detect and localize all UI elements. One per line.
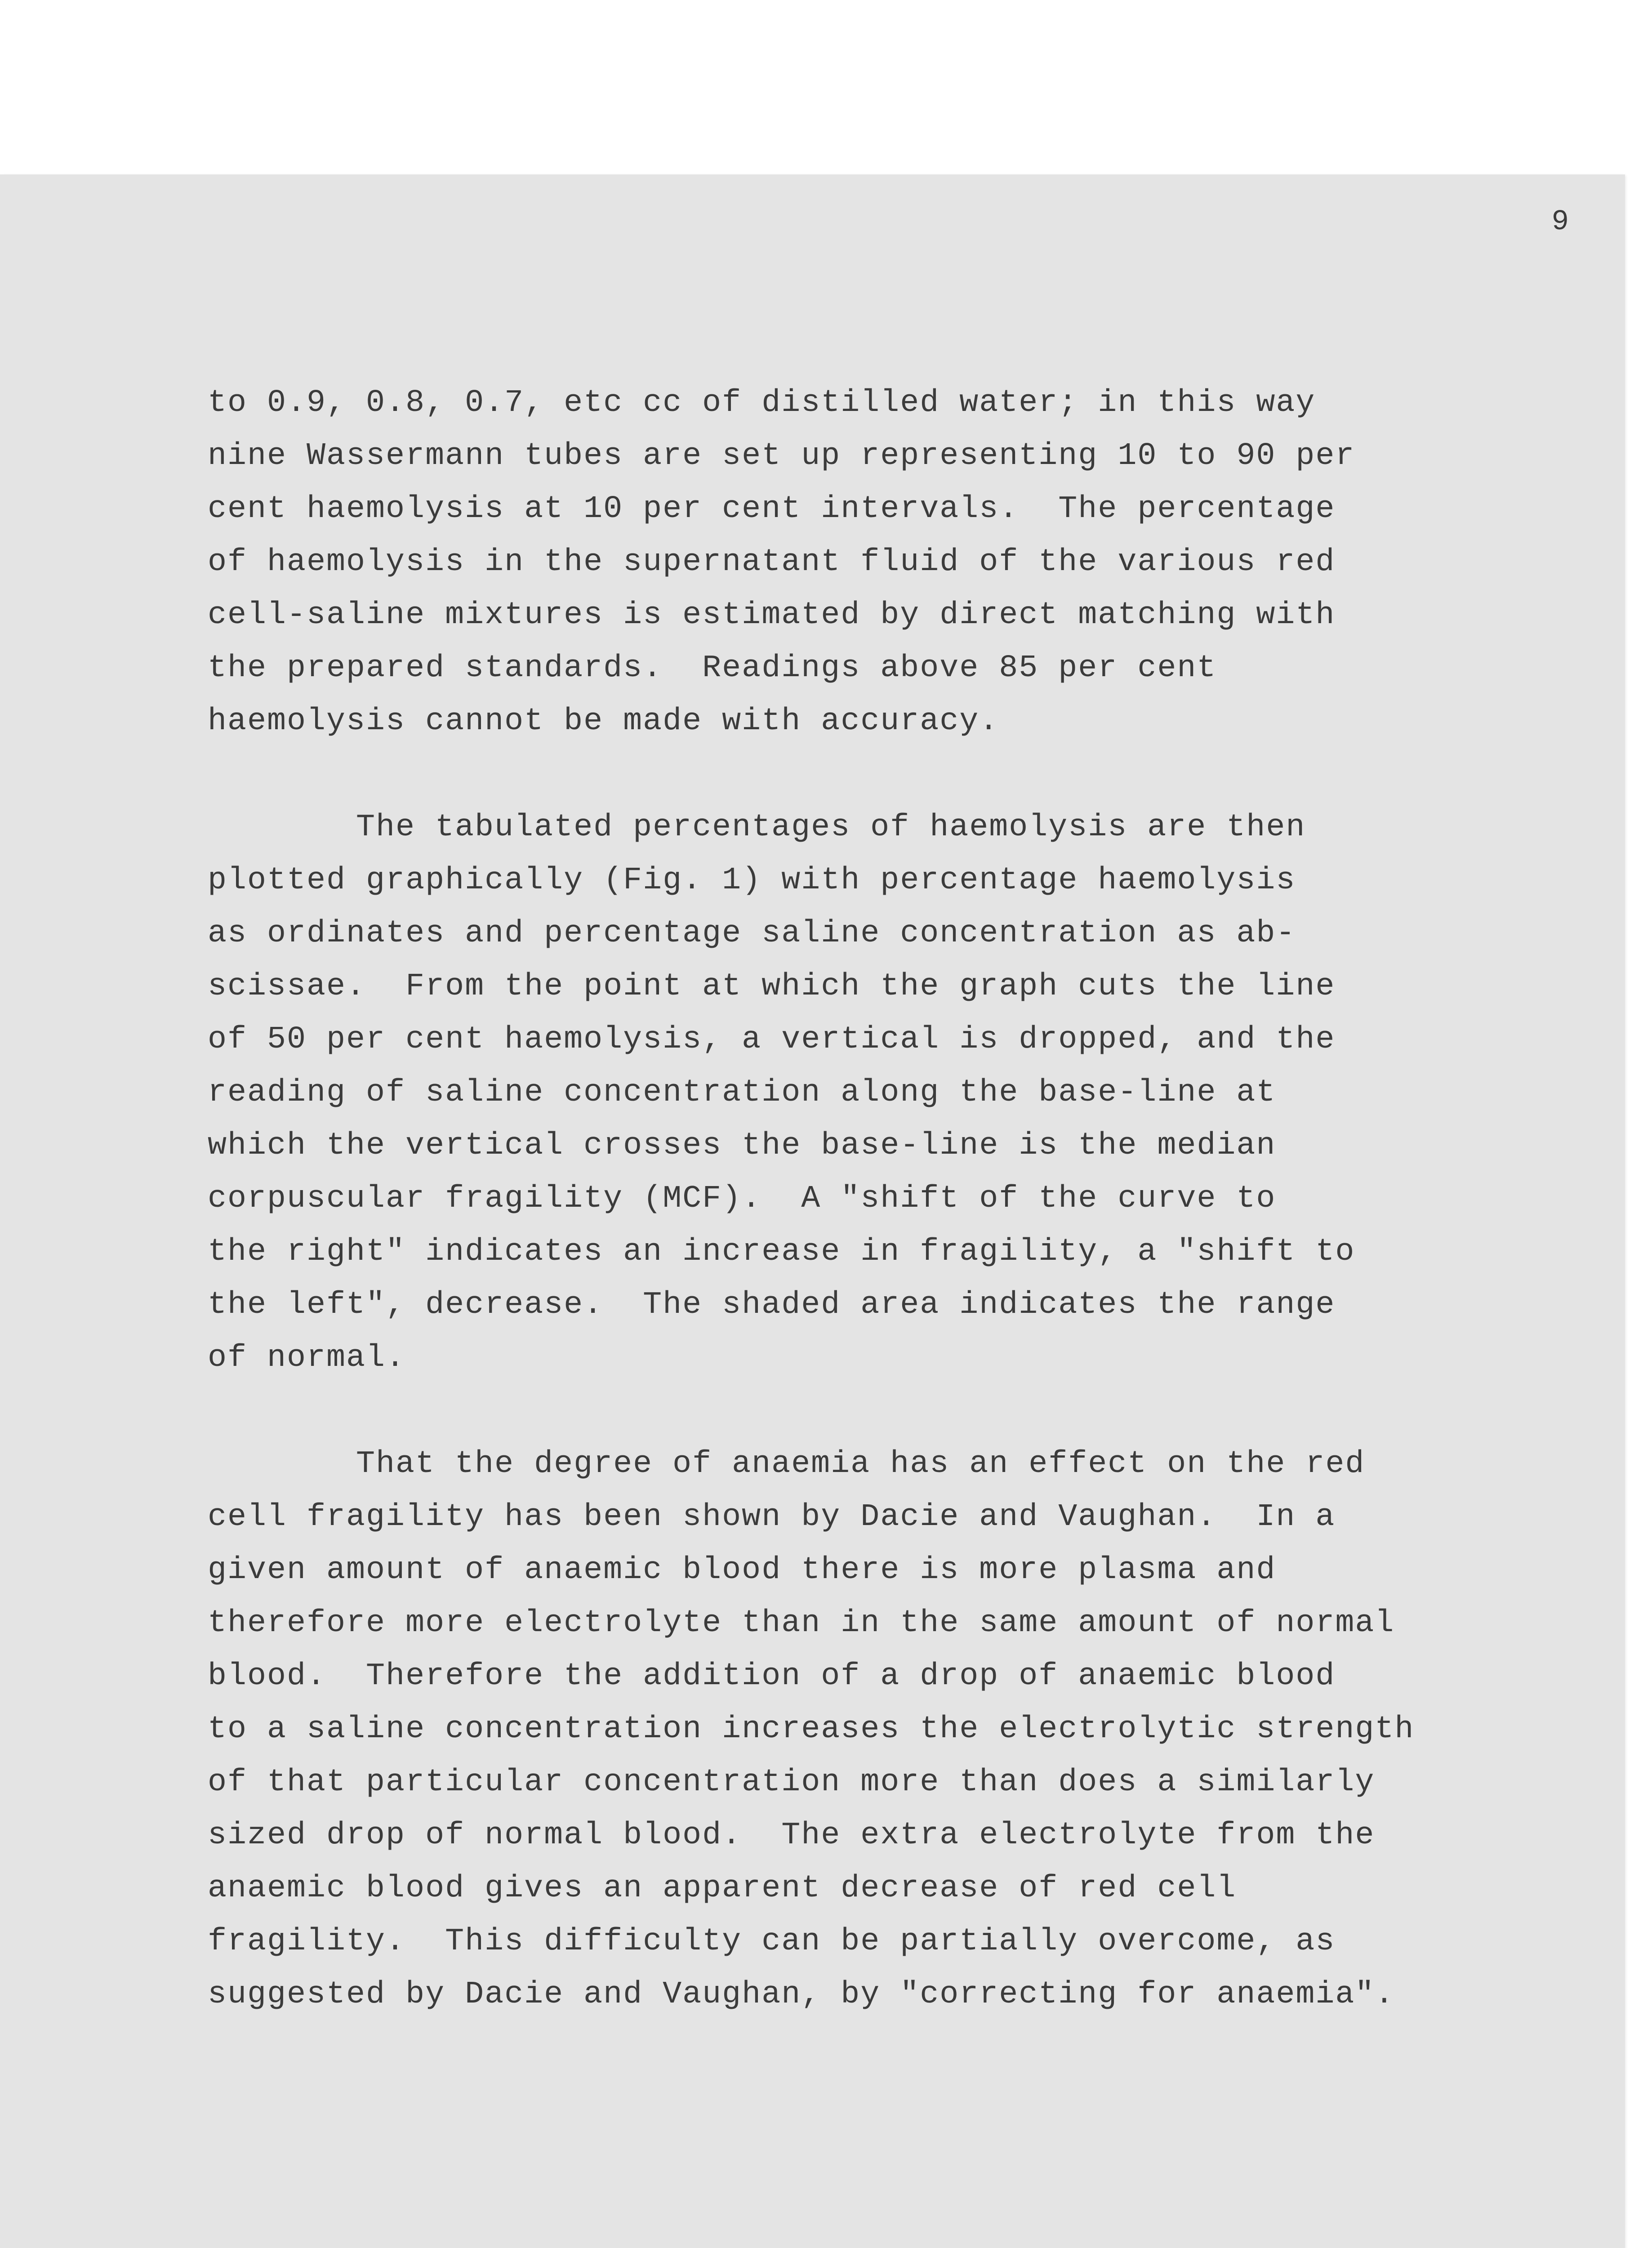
text-line: the left", decrease. The shaded area indicates the range xyxy=(208,1287,1336,1323)
document-page xyxy=(0,174,1625,2248)
text-line: of that particular concentration more than does a similarly xyxy=(208,1765,1375,1800)
text-line: haemolysis cannot be made with accuracy. xyxy=(208,704,999,739)
text-line: therefore more electrolyte than in the same amount of normal xyxy=(208,1606,1395,1641)
text-line: The tabulated percentages of haemolysis are then xyxy=(356,810,1306,845)
text-line: of haemolysis in the supernatant fluid of the various red xyxy=(208,544,1336,580)
paragraph-2 xyxy=(208,801,1534,1385)
text-line: plotted graphically (Fig. 1) with percentage haemolysis xyxy=(208,863,1296,898)
text-line: cell fragility has been shown by Dacie and Vaughan. In a xyxy=(208,1499,1336,1535)
text-line: nine Wassermann tubes are set up representing 10 to 90 per xyxy=(208,438,1355,474)
text-line: blood. Therefore the addition of a drop of anaemic blood xyxy=(208,1659,1336,1694)
paragraph-1 xyxy=(208,377,1534,748)
text-line: to 0.9, 0.8, 0.7, etc cc of distilled water; in this way xyxy=(208,385,1316,421)
paragraph-3 xyxy=(208,1438,1534,2021)
text-line: suggested by Dacie and Vaughan, by "correcting for anaemia". xyxy=(208,1977,1395,2012)
text-line: scissae. From the point at which the graph cuts the line xyxy=(208,969,1336,1004)
text-line: sized drop of normal blood. The extra electrolyte from the xyxy=(208,1818,1375,1853)
body-text xyxy=(208,377,1534,2021)
text-line: reading of saline concentration along the base-line at xyxy=(208,1075,1276,1111)
text-line: as ordinates and percentage saline concentration as ab- xyxy=(208,916,1296,951)
text-line: cent haemolysis at 10 per cent intervals. The percentage xyxy=(208,491,1336,527)
text-line: the prepared standards. Readings above 85 per cent xyxy=(208,651,1217,686)
text-line: corpuscular fragility (MCF). A "shift of the curve to xyxy=(208,1181,1276,1217)
text-line: of normal. xyxy=(208,1340,406,1376)
text-line: of 50 per cent haemolysis, a vertical is dropped, and the xyxy=(208,1022,1336,1057)
text-line: cell-saline mixtures is estimated by direct matching with xyxy=(208,598,1336,633)
page-number: 9 xyxy=(1551,206,1569,238)
text-line: to a saline concentration increases the electrolytic strength xyxy=(208,1712,1415,1747)
text-line: fragility. This difficulty can be partially overcome, as xyxy=(208,1924,1336,1959)
text-line: given amount of anaemic blood there is more plasma and xyxy=(208,1552,1276,1588)
text-line: the right" indicates an increase in fragility, a "shift to xyxy=(208,1234,1355,1270)
text-line: which the vertical crosses the base-line is the median xyxy=(208,1128,1276,1164)
text-line: That the degree of anaemia has an effect on the red xyxy=(356,1446,1365,1482)
text-line: anaemic blood gives an apparent decrease of red cell xyxy=(208,1871,1237,1906)
